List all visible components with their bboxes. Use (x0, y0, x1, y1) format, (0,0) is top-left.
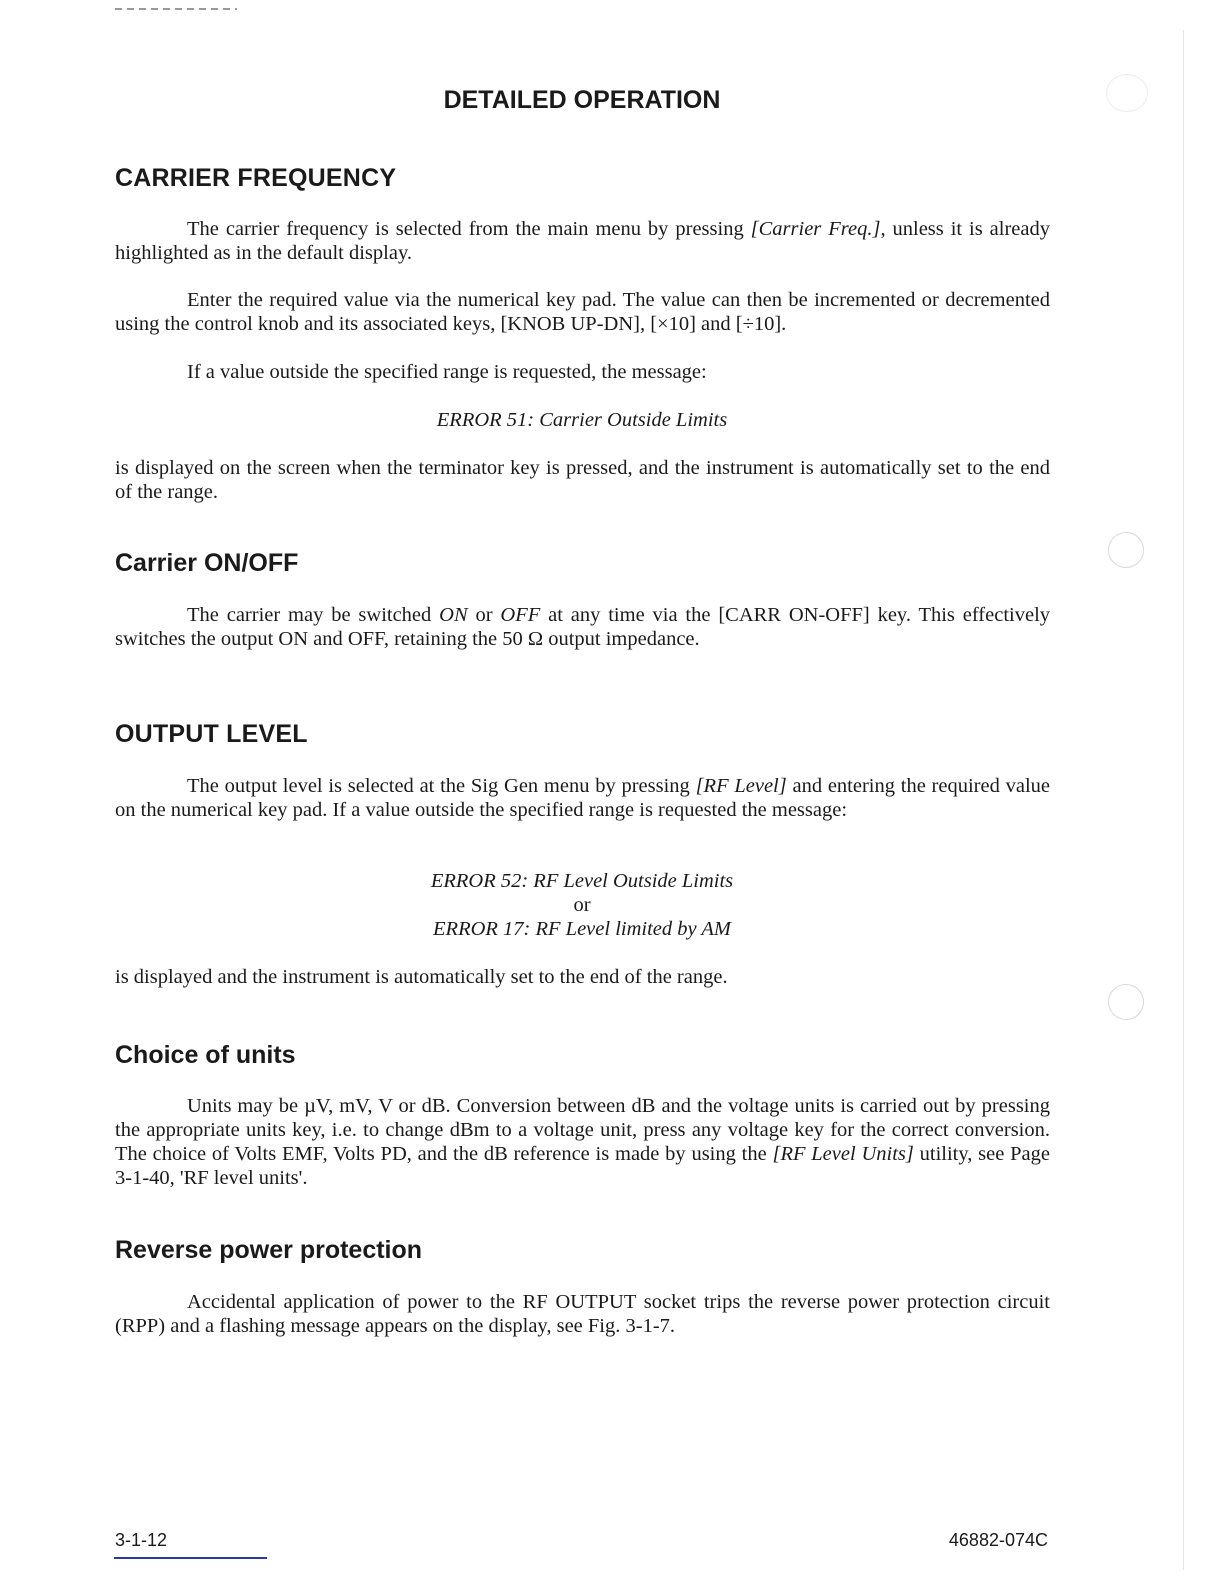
section-heading-reverse-power: Reverse power protection (115, 1236, 423, 1264)
paragraph-carrier-onoff: The carrier may be switched ON or OFF at any time via the [CARR ON-OFF] key. This effectively switches the output ON and OFF, retaining the 50 Ω output impedance. (115, 604, 1051, 650)
paragraph-carrier-select: The carrier frequency is selected from the main menu by pressing [Carrier Freq.], unless it is already highlighted as in the default display. (115, 218, 1050, 264)
paragraph-carrier-entry: Enter the required value via the numerical key pad. The value can then be incremented or decremented using the control knob and its associated keys, [KNOB UP-DN], [×10] and [÷10]. (115, 289, 1050, 335)
scan-edge-line (1183, 30, 1184, 1570)
section-heading-carrier-onoff: Carrier ON/OFF (115, 549, 299, 577)
binder-hole-mark (1108, 532, 1144, 568)
error-message-52: ERROR 52: RF Level Outside Limits (430, 870, 734, 892)
section-heading-carrier-frequency: CARRIER FREQUENCY (115, 164, 397, 192)
paragraph-reverse-power: Accidental application of power to the RF OUTPUT socket trips the reverse power protection circuit (RPP) and a flashing message appears on the display, see Fig. 3-1-7. (115, 1291, 1050, 1337)
paragraph-choice-of-units: Units may be µV, mV, V or dB. Conversion between dB and the voltage units is carried out by pressing the appropriate units key, i.e. to change dBm to a voltage unit, press any voltage key for the correct conversion. The choice of Volts EMF, Volts PD, and the dB reference is made by using the [RF Level Units] utility, see Page 3-1-40, 'RF level units'. (115, 1095, 1050, 1189)
section-heading-output-level: OUTPUT LEVEL (115, 720, 308, 748)
paragraph-output-result: is displayed and the instrument is automatically set to the end of the range. (115, 966, 728, 988)
error-message-51: ERROR 51: Carrier Outside Limits (436, 409, 728, 431)
binder-hole-mark (1108, 984, 1144, 1020)
footer-rule (114, 1557, 267, 1559)
error-message-17: ERROR 17: RF Level limited by AM (433, 918, 731, 940)
paragraph-output-level: The output level is selected at the Sig Gen menu by pressing [RF Level] and entering the required value on the numerical key pad. If a value outside the specified range is requested the message: (115, 775, 1050, 821)
footer-doc-code: 46882-074C (948, 1530, 1048, 1550)
scan-artifact-top (115, 8, 237, 10)
or-separator: or (573, 894, 591, 916)
footer-page-number: 3-1-12 (115, 1530, 168, 1550)
page-title: DETAILED OPERATION (443, 86, 721, 114)
paragraph-carrier-range: If a value outside the specified range is requested, the message: (187, 361, 707, 383)
paragraph-carrier-result: is displayed on the screen when the terminator key is pressed, and the instrument is automatically set to the end of the range. (115, 457, 1050, 503)
section-heading-choice-of-units: Choice of units (115, 1041, 296, 1069)
